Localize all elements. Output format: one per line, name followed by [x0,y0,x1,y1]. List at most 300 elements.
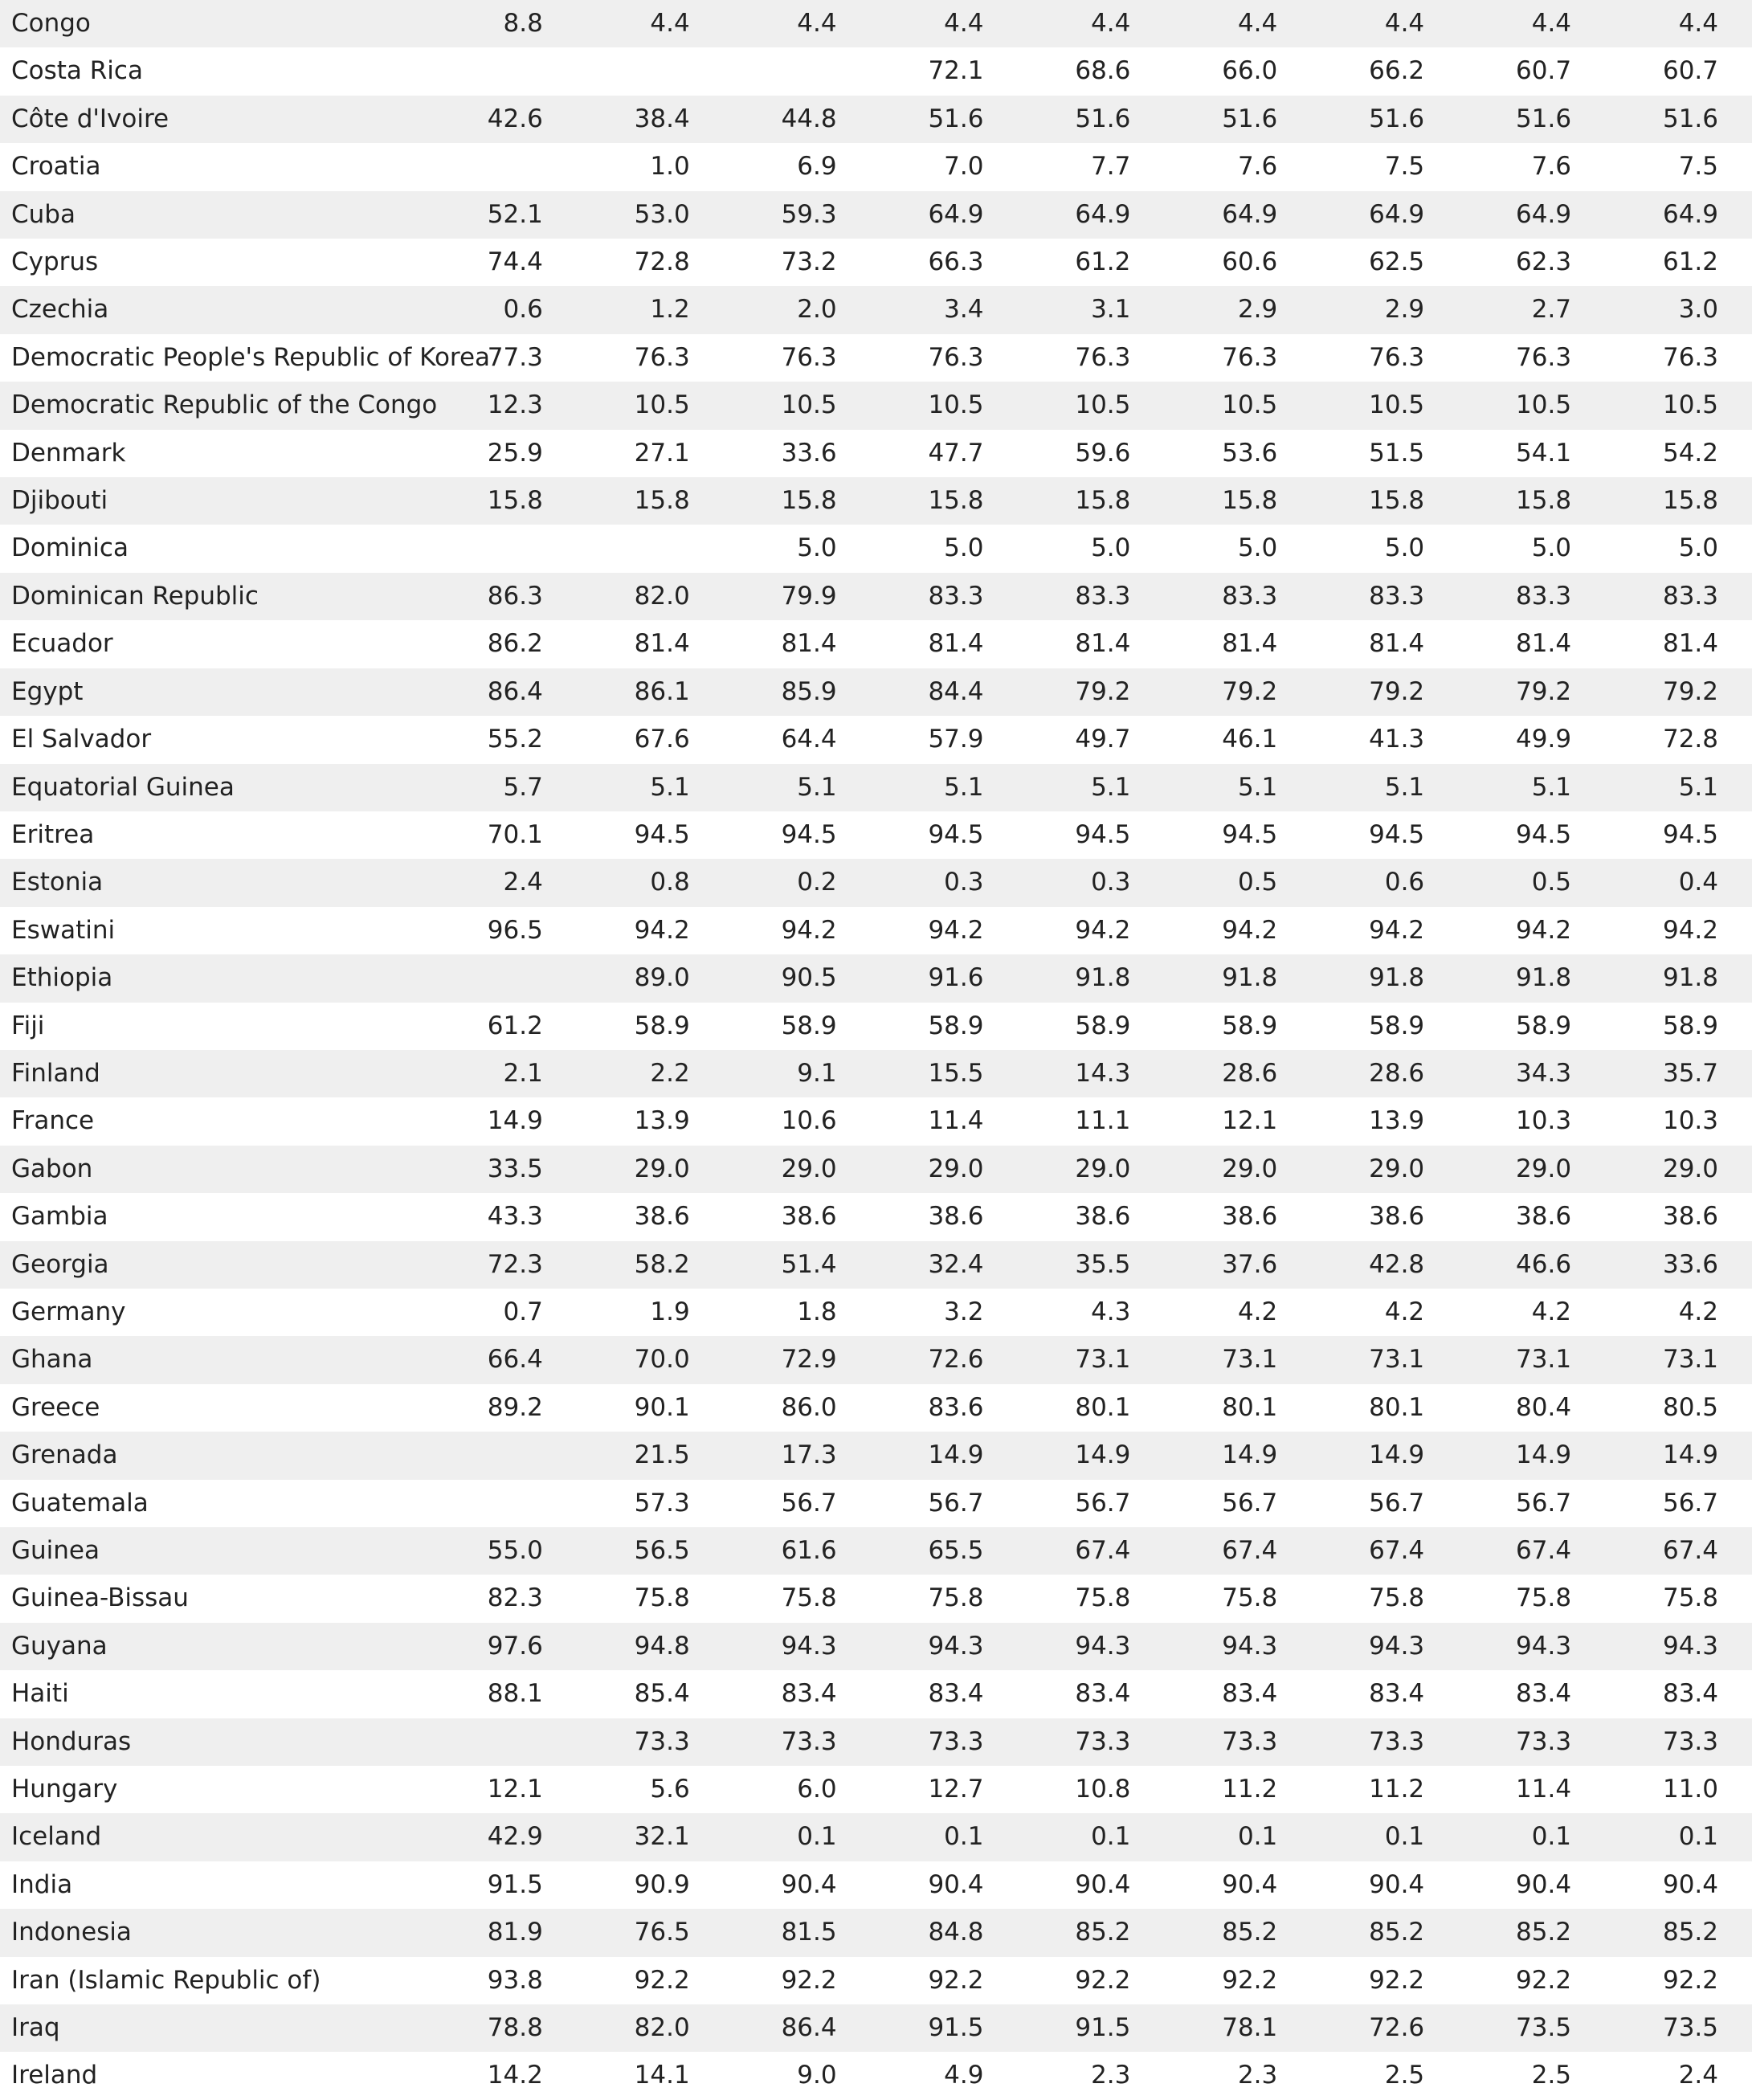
value-cell: 15.8 [1458,477,1605,525]
value-cell: 51.6 [1458,96,1605,143]
value-cell: 72.6 [1311,2004,1458,2052]
value-cell: 83.4 [1222,1679,1278,1709]
value-cell: 2.0 [724,286,871,333]
value-cell: 4.4 [1311,0,1458,47]
value-cell: 92.2 [1516,1965,1572,1995]
value-cell: 0.1 [724,1813,871,1861]
value-cell: 0.1 [1458,1813,1605,1861]
value-cell: 86.0 [781,1392,837,1422]
value-cell: 58.9 [1662,1011,1718,1040]
table-row [0,477,1752,525]
value-cell: 10.5 [1164,382,1311,429]
value-cell: 73.3 [1311,1718,1458,1766]
value-cell: 81.4 [634,629,690,659]
value-cell: 5.0 [1091,533,1131,563]
value-cell: 58.9 [634,1011,690,1040]
value-cell: 29.0 [1311,1146,1458,1193]
value-cell: 94.3 [871,1623,1018,1670]
value-cell: 15.8 [1311,477,1458,525]
value-cell: 33.6 [1605,1241,1752,1289]
value-cell: 1.8 [797,1297,837,1326]
value-cell: 64.9 [1605,191,1752,239]
value-cell [724,47,871,95]
value-cell: 75.8 [1222,1583,1278,1613]
country-cell: Iraq [0,2004,430,2052]
value-cell: 67.4 [1605,1527,1752,1575]
table-row [0,1957,1752,2004]
country-cell: Gambia [11,1202,108,1232]
value-cell: 14.9 [1458,1432,1605,1479]
value-cell: 2.5 [1384,2061,1425,2090]
value-cell: 51.5 [1369,438,1425,468]
value-cell: 90.4 [1222,1869,1278,1899]
value-cell: 4.4 [577,0,724,47]
value-cell: 73.3 [1017,1718,1164,1766]
value-cell: 86.3 [430,573,577,620]
value-cell: 94.5 [1222,819,1278,849]
country-cell: Iran (Islamic Republic of) [11,1965,321,1995]
value-cell: 94.5 [781,819,837,849]
value-cell: 76.3 [1662,342,1718,372]
value-cell: 83.3 [871,573,1018,620]
value-cell: 32.1 [577,1813,724,1861]
country-cell: Democratic People's Republic of Korea [11,342,491,372]
value-cell: 9.1 [724,1050,871,1097]
value-cell: 5.0 [1531,533,1572,563]
value-cell: 91.5 [871,2004,1018,2052]
value-cell: 94.2 [634,915,690,945]
country-cell: Hungary [11,1775,118,1804]
value-cell: 94.3 [1458,1623,1605,1670]
value-cell: 42.9 [430,1813,577,1861]
value-cell: 15.8 [430,477,577,525]
value-cell: 4.4 [724,0,871,47]
value-cell: 66.4 [430,1336,577,1383]
country-cell: Congo [0,0,430,47]
country-cell: Ecuador [11,629,113,659]
value-cell: 80.1 [1369,1392,1425,1422]
value-cell: 7.6 [1237,152,1278,182]
value-cell: 81.9 [430,1909,577,1956]
value-cell: 83.3 [1164,573,1311,620]
table-row [0,1289,1752,1336]
value-cell: 12.1 [487,1775,543,1804]
value-cell: 83.4 [1075,1679,1131,1709]
table-row [0,954,1752,1002]
value-cell: 56.7 [1222,1488,1278,1518]
value-cell: 55.0 [430,1527,577,1575]
value-cell: 78.1 [1164,2004,1311,2052]
value-cell: 11.0 [1662,1775,1718,1804]
value-cell: 61.2 [1662,247,1718,277]
value-cell: 11.2 [1369,1775,1425,1804]
value-cell: 17.3 [724,1432,871,1479]
value-cell: 2.3 [1091,2061,1131,2090]
value-cell: 0.8 [577,859,724,906]
value-cell: 4.2 [1237,1297,1278,1326]
value-cell: 58.9 [781,1011,837,1040]
value-cell: 3.2 [944,1297,984,1326]
value-cell: 5.0 [797,533,837,563]
table-row [0,1193,1752,1240]
value-cell: 52.1 [430,191,577,239]
value-cell: 75.8 [928,1583,984,1613]
value-cell: 35.7 [1605,1050,1752,1097]
value-cell: 0.1 [1164,1813,1311,1861]
value-cell: 80.5 [1662,1392,1718,1422]
value-cell: 75.8 [781,1583,837,1613]
value-cell: 51.6 [1311,96,1458,143]
value-cell: 81.4 [1516,629,1572,659]
value-cell: 2.7 [1458,286,1605,333]
value-cell: 27.1 [634,438,690,468]
value-cell: 66.3 [928,247,984,277]
value-cell: 4.4 [1164,0,1311,47]
value-cell: 51.6 [1017,96,1164,143]
value-cell: 53.0 [577,191,724,239]
value-cell: 64.4 [781,725,837,754]
value-cell: 81.5 [724,1909,871,1956]
value-cell: 92.2 [1662,1965,1718,1995]
value-cell: 21.5 [577,1432,724,1479]
value-cell: 38.6 [1222,1202,1278,1232]
table-row [0,907,1752,954]
country-cell: Cuba [0,191,430,239]
value-cell: 73.3 [577,1718,724,1766]
value-cell: 51.4 [724,1241,871,1289]
value-cell: 2.4 [430,859,577,906]
value-cell: 38.6 [928,1202,984,1232]
value-cell: 83.4 [781,1679,837,1709]
value-cell: 89.2 [487,1392,543,1422]
value-cell: 97.6 [430,1623,577,1670]
country-cell: Denmark [11,438,126,468]
value-cell: 56.7 [1369,1488,1425,1518]
value-cell: 81.4 [1369,629,1425,659]
table-row [0,286,1752,333]
value-cell: 73.1 [1605,1336,1752,1383]
value-cell: 85.2 [1164,1909,1311,1956]
country-cell: Indonesia [0,1909,430,1956]
value-cell: 14.9 [1164,1432,1311,1479]
value-cell: 44.8 [724,96,871,143]
table-row [0,811,1752,859]
table-row [0,1527,1752,1575]
table-row [0,239,1752,286]
value-cell: 42.6 [430,96,577,143]
value-cell: 58.9 [928,1011,984,1040]
country-cell: Haiti [11,1679,69,1709]
value-cell: 91.5 [1017,2004,1164,2052]
value-cell: 41.3 [1369,725,1425,754]
value-cell: 58.9 [1075,1011,1131,1040]
country-cell: Czechia [0,286,430,333]
country-cell: Grenada [0,1432,430,1479]
value-cell: 15.8 [871,477,1018,525]
value-cell: 67.4 [1458,1527,1605,1575]
table-row [0,573,1752,620]
value-cell: 86.4 [430,668,577,716]
value-cell: 94.3 [1311,1623,1458,1670]
value-cell: 66.2 [1369,56,1425,86]
country-cell: Ireland [11,2061,98,2090]
value-cell: 51.6 [1164,96,1311,143]
value-cell: 54.1 [1516,438,1572,468]
table-row [0,430,1752,477]
value-cell: 38.6 [1662,1202,1718,1232]
table-row [0,1718,1752,1766]
value-cell: 83.3 [1311,573,1458,620]
value-cell: 49.7 [1075,725,1131,754]
value-cell: 34.3 [1458,1050,1605,1097]
value-cell: 92.2 [781,1965,837,1995]
country-cell: Germany [11,1297,126,1326]
value-cell: 85.2 [1017,1909,1164,1956]
value-cell: 51.6 [871,96,1018,143]
country-cell: Croatia [11,152,101,182]
value-cell: 7.0 [944,152,984,182]
table-row [0,859,1752,906]
value-cell: 5.0 [1678,533,1718,563]
value-cell: 46.1 [1222,725,1278,754]
value-cell: 94.3 [1164,1623,1311,1670]
value-cell: 72.8 [634,247,690,277]
table-row [0,1097,1752,1145]
value-cell: 60.7 [1662,56,1718,86]
value-cell: 67.6 [634,725,690,754]
value-cell: 15.8 [1605,477,1752,525]
value-cell: 84.4 [871,668,1018,716]
value-cell: 5.1 [871,764,1018,811]
value-cell: 0.1 [1017,1813,1164,1861]
value-cell: 53.6 [1222,438,1278,468]
value-cell: 73.3 [1458,1718,1605,1766]
value-cell: 65.5 [871,1527,1018,1575]
value-cell: 5.1 [577,764,724,811]
value-cell [577,47,724,95]
value-cell: 83.6 [928,1392,984,1422]
value-cell: 14.3 [1017,1050,1164,1097]
value-cell: 94.2 [1369,915,1425,945]
country-cell: Eswatini [11,915,116,945]
value-cell [430,47,577,95]
table-row [0,1050,1752,1097]
table-row [0,1861,1752,1909]
value-cell: 83.3 [1017,573,1164,620]
value-cell: 0.1 [1605,1813,1752,1861]
value-cell: 76.5 [577,1909,724,1956]
value-cell: 33.5 [430,1146,577,1193]
value-cell: 94.2 [1222,915,1278,945]
value-cell: 82.3 [487,1583,543,1613]
value-cell: 0.2 [724,859,871,906]
value-cell: 33.6 [781,438,837,468]
value-cell: 14.9 [1017,1432,1164,1479]
value-cell: 83.3 [1605,573,1752,620]
value-cell: 2.9 [1311,286,1458,333]
value-cell: 77.3 [487,342,543,372]
value-cell: 7.6 [1531,152,1572,182]
country-cell: Guinea-Bissau [11,1583,189,1613]
value-cell: 90.4 [928,1869,984,1899]
value-cell: 58.2 [577,1241,724,1289]
value-cell: 0.4 [1605,859,1752,906]
table-row [0,668,1752,716]
value-cell: 38.6 [1075,1202,1131,1232]
value-cell: 61.2 [487,1011,543,1040]
country-cell: Guyana [0,1623,430,1670]
value-cell: 15.8 [724,477,871,525]
value-cell: 38.6 [781,1202,837,1232]
value-cell: 72.8 [1662,725,1718,754]
value-cell: 38.6 [1516,1202,1572,1232]
value-cell: 70.0 [577,1336,724,1383]
value-cell: 4.4 [1605,0,1752,47]
value-cell: 62.3 [1516,247,1572,277]
table-row [0,1003,1752,1050]
value-cell: 94.2 [1516,915,1572,945]
value-cell: 4.9 [944,2061,984,2090]
value-cell: 94.2 [1075,915,1131,945]
country-cell: Ghana [0,1336,430,1383]
value-cell: 12.3 [430,382,577,429]
country-cell: Guatemala [11,1488,149,1518]
value-cell: 79.2 [1017,668,1164,716]
value-cell: 57.9 [928,725,984,754]
value-cell: 86.4 [724,2004,871,2052]
value-cell: 76.3 [928,342,984,372]
value-cell [430,525,577,572]
value-cell: 5.1 [1605,764,1752,811]
value-cell: 73.3 [724,1718,871,1766]
table-row [0,764,1752,811]
value-cell: 29.0 [1164,1146,1311,1193]
value-cell: 10.3 [1516,1106,1572,1136]
value-cell: 73.1 [1017,1336,1164,1383]
value-cell: 7.5 [1678,152,1718,182]
value-cell: 10.5 [577,382,724,429]
value-cell [577,525,724,572]
value-cell: 94.3 [724,1623,871,1670]
value-cell: 73.5 [1458,2004,1605,2052]
value-cell: 57.3 [634,1488,690,1518]
value-cell: 14.9 [1311,1432,1458,1479]
value-cell: 37.6 [1164,1241,1311,1289]
value-cell: 76.3 [1516,342,1572,372]
value-cell: 10.5 [871,382,1018,429]
value-cell: 72.3 [430,1241,577,1289]
table-row [0,1766,1752,1813]
value-cell: 83.4 [1662,1679,1718,1709]
value-cell: 5.1 [724,764,871,811]
value-cell: 60.6 [1222,247,1278,277]
value-cell: 56.7 [1662,1488,1718,1518]
table-row [0,1623,1752,1670]
value-cell: 14.9 [487,1106,543,1136]
value-cell [430,1480,577,1527]
value-cell: 85.2 [1458,1909,1605,1956]
value-cell: 92.2 [1369,1965,1425,1995]
value-cell: 6.9 [797,152,837,182]
value-cell: 90.4 [1075,1869,1131,1899]
value-cell: 91.8 [1605,954,1752,1002]
value-cell: 68.6 [1075,56,1131,86]
country-cell: France [11,1106,95,1136]
value-cell: 5.0 [944,533,984,563]
value-cell: 75.8 [1075,1583,1131,1613]
value-cell: 0.6 [430,286,577,333]
value-cell: 92.2 [1222,1965,1278,1995]
value-cell: 64.9 [1458,191,1605,239]
value-cell: 64.9 [1164,191,1311,239]
value-cell: 0.6 [1311,859,1458,906]
value-cell: 43.3 [487,1202,543,1232]
value-cell: 2.9 [1164,286,1311,333]
value-cell: 64.9 [1017,191,1164,239]
value-cell: 11.1 [1075,1106,1131,1136]
value-cell: 75.8 [1369,1583,1425,1613]
value-cell: 73.5 [1605,2004,1752,2052]
country-cell: Democratic Republic of the Congo [0,382,430,429]
value-cell: 80.4 [1516,1392,1572,1422]
value-cell: 28.6 [1311,1050,1458,1097]
value-cell: 92.2 [634,1965,690,1995]
value-cell: 94.3 [1605,1623,1752,1670]
value-cell: 51.6 [1605,96,1752,143]
value-cell: 25.9 [487,438,543,468]
country-cell: Dominican Republic [0,573,430,620]
value-cell: 90.5 [724,954,871,1002]
table-row [0,1480,1752,1527]
value-cell: 5.0 [1384,533,1425,563]
value-cell: 94.8 [577,1623,724,1670]
value-cell: 5.7 [430,764,577,811]
value-cell: 55.2 [487,725,543,754]
value-cell [430,1718,577,1766]
value-cell: 64.9 [1311,191,1458,239]
value-cell: 10.5 [1605,382,1752,429]
value-cell: 56.7 [928,1488,984,1518]
table-row [0,1336,1752,1383]
value-cell: 76.3 [634,342,690,372]
value-cell: 94.2 [1662,915,1718,945]
value-cell: 74.4 [487,247,543,277]
value-cell: 94.5 [1369,819,1425,849]
value-cell: 86.2 [487,629,543,659]
value-cell: 96.5 [487,915,543,945]
value-cell: 73.2 [781,247,837,277]
value-cell: 5.1 [1017,764,1164,811]
value-cell: 83.3 [1458,573,1605,620]
country-cell: Djibouti [0,477,430,525]
table-row [0,525,1752,572]
value-cell: 66.0 [1222,56,1278,86]
value-cell: 64.9 [871,191,1018,239]
value-cell: 61.2 [1075,247,1131,277]
value-cell: 84.8 [871,1909,1018,1956]
value-cell: 13.9 [1369,1106,1425,1136]
value-cell [430,143,577,190]
value-cell: 78.8 [430,2004,577,2052]
value-cell: 73.3 [1605,1718,1752,1766]
value-cell: 2.2 [577,1050,724,1097]
value-cell: 7.5 [1384,152,1425,182]
value-cell: 89.0 [577,954,724,1002]
value-cell: 56.7 [781,1488,837,1518]
value-cell: 14.2 [487,2061,543,2090]
table-row [0,382,1752,429]
value-cell: 15.5 [871,1050,1018,1097]
